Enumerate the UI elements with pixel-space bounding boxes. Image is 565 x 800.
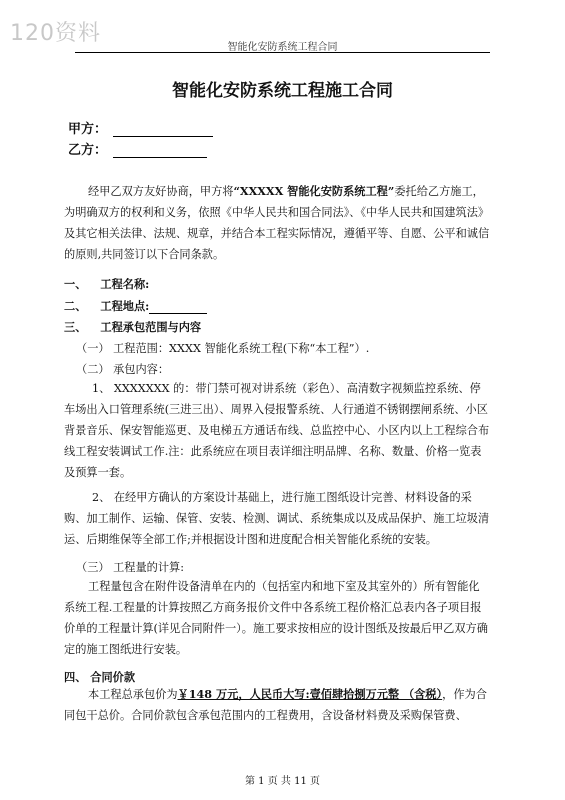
scope-paragraph-1: 1、 XXXXXXX 的：带门禁可视对讲系统（彩色）、高清数字视频监控系统、停车场出入口管理系统(三进三出）、周界入侵报警系统、人行通道不锈钢摆闸系统、小区背景音乐、保安智能巡更、及电梯五方通话布线、总监控中心、小区内以上工程综合布线工程安装调试工作.注：此系统应在项目表详细注明品牌、名称、数量、价格一览表及预算一套。 (64, 382, 490, 479)
page-footer: 第 1 页 共 11 页 (245, 776, 320, 787)
scope-item-2: （二） 承包内容： (76, 363, 170, 376)
section-1-number: 一、 (64, 277, 87, 291)
running-header: 智能化安防系统工程合同 (227, 42, 338, 53)
section-3-number: 三、 (64, 320, 87, 334)
party-b-line (68, 139, 207, 158)
scope-item-1: （一） 工程范围：XXXX 智能化系统工程(下称“本工程”）. (76, 342, 370, 355)
scope-paragraph-3: 工程量包含在附件设备清单在内的（包括室内和地下室及其室外的）所有智能化系统工程.工程量的计算按照乙方商务报价文件中各系统工程价格汇总表内各子项目报价单的工程量计算(详见合同附件一）。施工要求按相应的设计图纸及按最后甲乙双方确定的施工图纸进行安装。 (64, 580, 488, 656)
price-paragraph (64, 684, 490, 726)
section-1 (64, 276, 149, 292)
watermark: 120资料 (10, 21, 101, 46)
section-4: 四、 合同价款 (64, 670, 136, 684)
party-b-blank (113, 143, 207, 158)
header-rule (75, 52, 490, 53)
party-a-line (68, 118, 213, 137)
intro-pre: 经甲乙双方友好协商，甲方将 (88, 185, 234, 198)
price-post: ，作为合同包干总价。合同价款包含承包范围内的工程费用，含设备材料费及采购保管费、 (64, 688, 487, 722)
section-2-label: 工程地点: (100, 299, 150, 313)
scope-item-3: （三） 工程量的计算: (76, 561, 185, 574)
section-2 (64, 298, 207, 314)
party-a-blank (113, 122, 213, 137)
section-3 (64, 319, 201, 335)
section-1-label: 工程名称: (100, 277, 150, 291)
scope-paragraph-2: 2、 在经甲方确认的方案设计基础上，进行施工图纸设计完善、材料设备的采购、加工制作、运输、保管、安装、检测、调试、系统集成以及成品保护、施工垃圾清运、后期维保等全部工作;并根据设计图和进度配合相关智能化系统的安装。 (64, 491, 490, 546)
section-2-number: 二、 (64, 299, 87, 313)
party-a-label: 甲方： (68, 122, 108, 137)
intro-project: “XXXXX 智能化安防系统工程” (233, 184, 395, 198)
price-amount: ￥148 万元，人民币大写:壹佰肆拾捌万元整 （含税） (177, 687, 443, 701)
intro-paragraph (64, 181, 490, 265)
section-2-blank (149, 301, 207, 314)
page-title: 智能化安防系统工程施工合同 (172, 81, 393, 101)
section-3-label: 工程承包范围与内容 (100, 320, 202, 334)
intro-post: 委托给乙方施工，为明确双方的权利和义务，依照《中华人民共和国合同法》、《中华人民共和国建筑法》及其它相关法律、法规、规章，并结合本工程实际情况，遵循平等、自愿、公平和诚信的原则,共同签订以下合同条款。 (64, 185, 490, 261)
party-b-label: 乙方： (68, 143, 108, 158)
price-pre: 本工程总承包价为 (88, 688, 178, 701)
